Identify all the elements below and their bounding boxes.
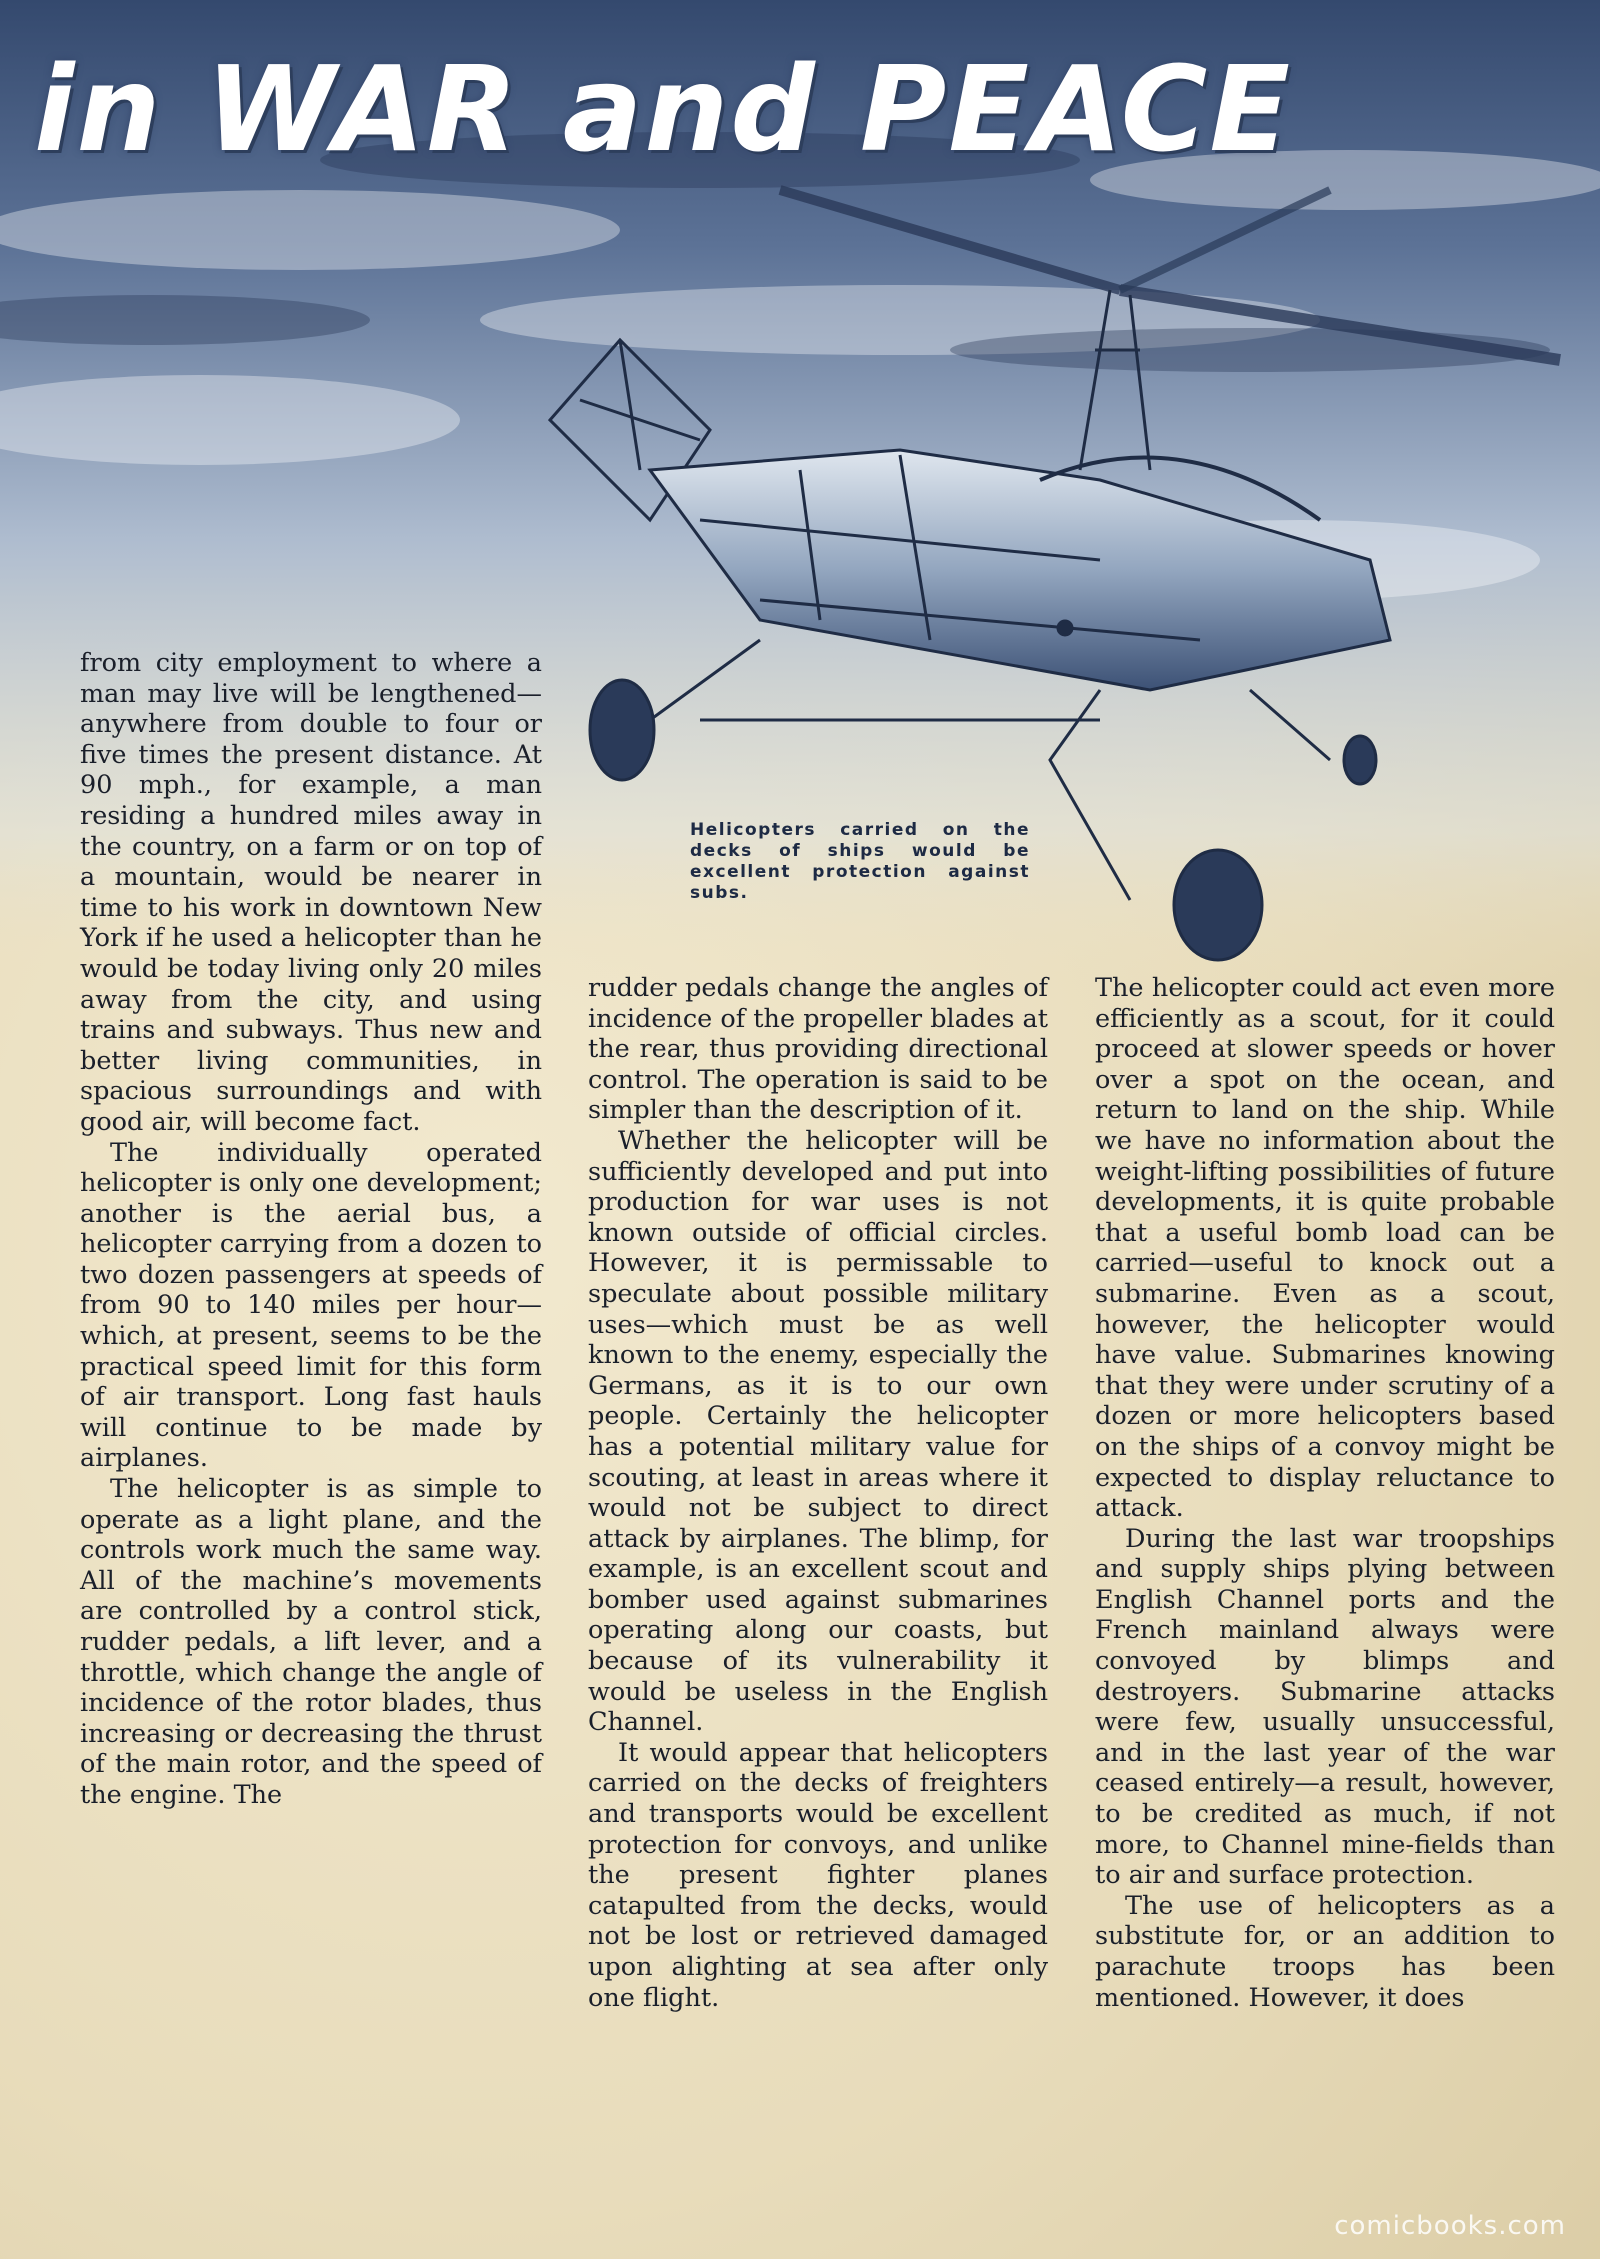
- paragraph: Whether the helicopter will be sufficiently developed and put into production for war uses is not known outside of official circles. However, it is permissable to speculate about possible military uses—which must be as well known to the enemy, especially the Germans, as it is to our own people. Certainly the helicopter has a potential military value for scouting, at least in areas where it would not be subject to direct attack by airplanes. The blimp, for example, is an excellent scout and bomber used against submarines operating along our coasts, but because of its vulnerability it would be useless in the English Channel.: [588, 1125, 1048, 1738]
- paragraph: The helicopter is as simple to operate as a light plane, and the controls work much the same way. All of the machine’s movements are controlled by a control stick, rudder pedals, a lift lever, and a throttle, which change the angle of incidence of the rotor blades, thus increasing or decreasing the thrust of the main rotor, and the speed of the engine. The: [80, 1474, 542, 1810]
- text-column-2: [588, 973, 1048, 2013]
- article-title: in WAR and PEACE: [34, 40, 1292, 178]
- text-column-3: [1095, 973, 1555, 2013]
- paragraph: During the last war troopships and supply ships plying between English Channel ports and the French mainland always were convoyed by blimps and destroyers. Submarine attacks were few, usually unsuccessful, and in the last year of the war ceased entirely—a result, however, to be credited as much, if not more, to Channel mine-fields than to air and surface protection.: [1095, 1523, 1555, 1891]
- paragraph: The individually operated helicopter is only one development; another is the aerial bus, a helicopter carrying from a dozen to two dozen passengers at speeds of from 90 to 140 miles per hour—which, at present, seems to be the practical speed limit for this form of air transport. Long fast hauls will continue to be made by airplanes.: [80, 1137, 542, 1474]
- text-column-1: [80, 648, 542, 1811]
- paragraph: The helicopter could act even more efficiently as a scout, for it could proceed at slower speeds or hover over a spot on the ocean, and return to land on the ship. While we have no information about the weight-lifting possibilities of future developments, it is quite probable that a useful bomb load can be carried—useful to knock out a submarine. Even as a scout, however, the helicopter would have value. Submarines knowing that they were under scrutiny of a dozen or more helicopters based on the ships of a convoy might be expected to display reluctance to attack.: [1095, 973, 1555, 1524]
- paragraph: The use of helicopters as a substitute for, or an addition to parachute troops has been mentioned. However, it does: [1095, 1890, 1555, 2013]
- paragraph: from city employment to where a man may live will be lengthened—anywhere from double to four or five times the present distance. At 90 mph., for example, a man residing a hundred miles away in the country, on a farm or on top of a mountain, would be nearer in time to his work in downtown New York if he used a helicopter than he would be today living only 20 miles away from the city, and using trains and subways. Thus new and better living communities, in spacious surroundings and with good air, will become fact.: [80, 648, 542, 1137]
- site-watermark: comicbooks.com: [1334, 2211, 1566, 2241]
- illustration-caption: Helicopters carried on the decks of ships would be excellent protection against subs.: [690, 820, 1030, 903]
- paragraph: It would appear that helicopters carried on the decks of freighters and transports would be excellent protection for convoys, and unlike the present fighter planes catapulted from the decks, would not be lost or retrieved damaged upon alighting at sea after only one flight.: [588, 1737, 1048, 2013]
- paragraph: rudder pedals change the angles of incidence of the propeller blades at the rear, thus providing directional control. The operation is said to be simpler than the description of it.: [588, 973, 1048, 1126]
